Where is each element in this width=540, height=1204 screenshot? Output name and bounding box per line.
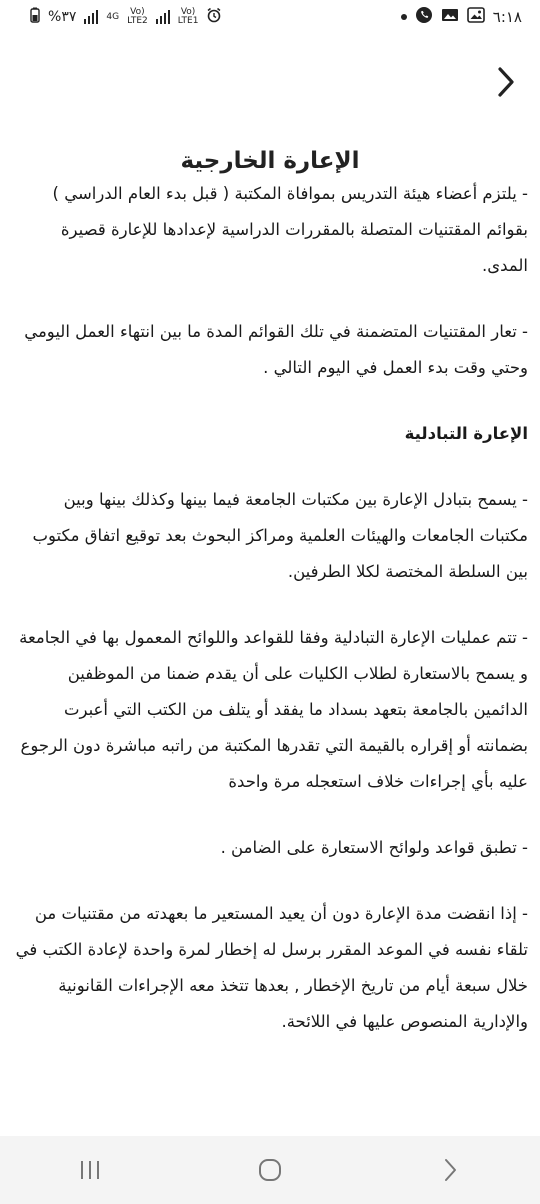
back-button[interactable] — [492, 64, 520, 100]
home-icon — [257, 1157, 283, 1183]
paragraph: - يلتزم أعضاء هيئة التدريس بموافاة المكتبة ( قبل بدء العام الدراسي ) بقوائم المقتنيات المتصلة بالمقررات الدراسية لإعدادها للإعارة قصيرة المدى. — [52, 184, 528, 275]
whatsapp-icon — [415, 6, 433, 28]
section-heading: الإعارة التبادلية — [404, 424, 528, 443]
back-icon — [440, 1157, 460, 1183]
alarm-icon — [206, 7, 222, 27]
recents-icon — [78, 1159, 102, 1181]
status-left — [30, 7, 222, 27]
volte-indicator-2 — [178, 8, 199, 26]
system-nav-bar — [0, 1136, 540, 1204]
notification-dot-icon — [401, 14, 407, 20]
nav-back-button[interactable] — [420, 1150, 480, 1190]
paragraph: - إذا انقضت مدة الإعارة دون أن يعيد المستعير ما بعهدته من مقتنيات من تلقاء نفسه في الموعد المقرر برسل له إخطار لمرة واحدة لإعادة الكتب في خلال سبعة أيام من تاريخ الإخطار , بعدها تتخذ معه الإجراءات القانونية والإدارية المنصوص عليها في اللائحة. — [15, 904, 528, 1031]
status-right — [401, 6, 522, 28]
article-content[interactable] — [0, 180, 540, 1100]
volte-label: Vo) — [130, 7, 145, 17]
recents-button[interactable] — [60, 1150, 120, 1190]
paragraph: - تعار المقتنيات المتضمنة في تلك القوائم المدة ما بين انتهاء العمل اليومي وحتي وقت بدء العمل في اليوم التالي . — [24, 322, 528, 377]
signal-icon — [156, 10, 170, 24]
battery-icon — [30, 7, 40, 27]
network-type: 4G — [106, 11, 120, 22]
paragraph: - تطبق قواعد ولوائح الاستعارة على الضامن . — [220, 838, 528, 857]
lte-label: LTE2 — [127, 16, 148, 26]
volte-label: Vo) — [180, 7, 196, 17]
gallery-icon — [467, 7, 485, 27]
chevron-right-icon — [492, 64, 520, 100]
battery-percent: %٣٧ — [48, 9, 77, 25]
page-title: الإعارة الخارجية — [180, 148, 360, 174]
network-indicator-1 — [106, 13, 119, 22]
paragraph: - يسمح بتبادل الإعارة بين مكتبات الجامعة فيما بينها وكذلك بينها وبين مكتبات الجامعات والهيئات العلمية ومراكز البحوث بعد توقيع اتفاق مكتوب بين السلطة المختصة لكلا الطرفين. — [32, 490, 528, 581]
signal-icon — [84, 10, 98, 24]
clock-time: ٦:١٨ — [492, 8, 522, 26]
status-bar — [0, 0, 540, 34]
article-body — [12, 180, 528, 1070]
volte-indicator-1 — [127, 8, 148, 26]
paragraph: - تتم عمليات الإعارة التبادلية وفقا للقواعد واللوائح المعمول بها في الجامعة و يسمح بالاستعارة لطلاب الكليات على أن يقدم ضمنا من الموظفين الدائمين بالجامعة بتعهد بسداد ما يفقد أو يتلف من الكتب التي أعبرت بضمانته أو إقراره بالقيمة التي تقدرها المكتبة من راتبه مباشرة دون الرجوع عليه بأي إجراءات خلاف استعجله مرة واحدة — [19, 628, 528, 791]
home-button[interactable] — [240, 1150, 300, 1190]
image-notification-icon — [441, 8, 459, 26]
lte-label: LTE1 — [177, 16, 199, 26]
